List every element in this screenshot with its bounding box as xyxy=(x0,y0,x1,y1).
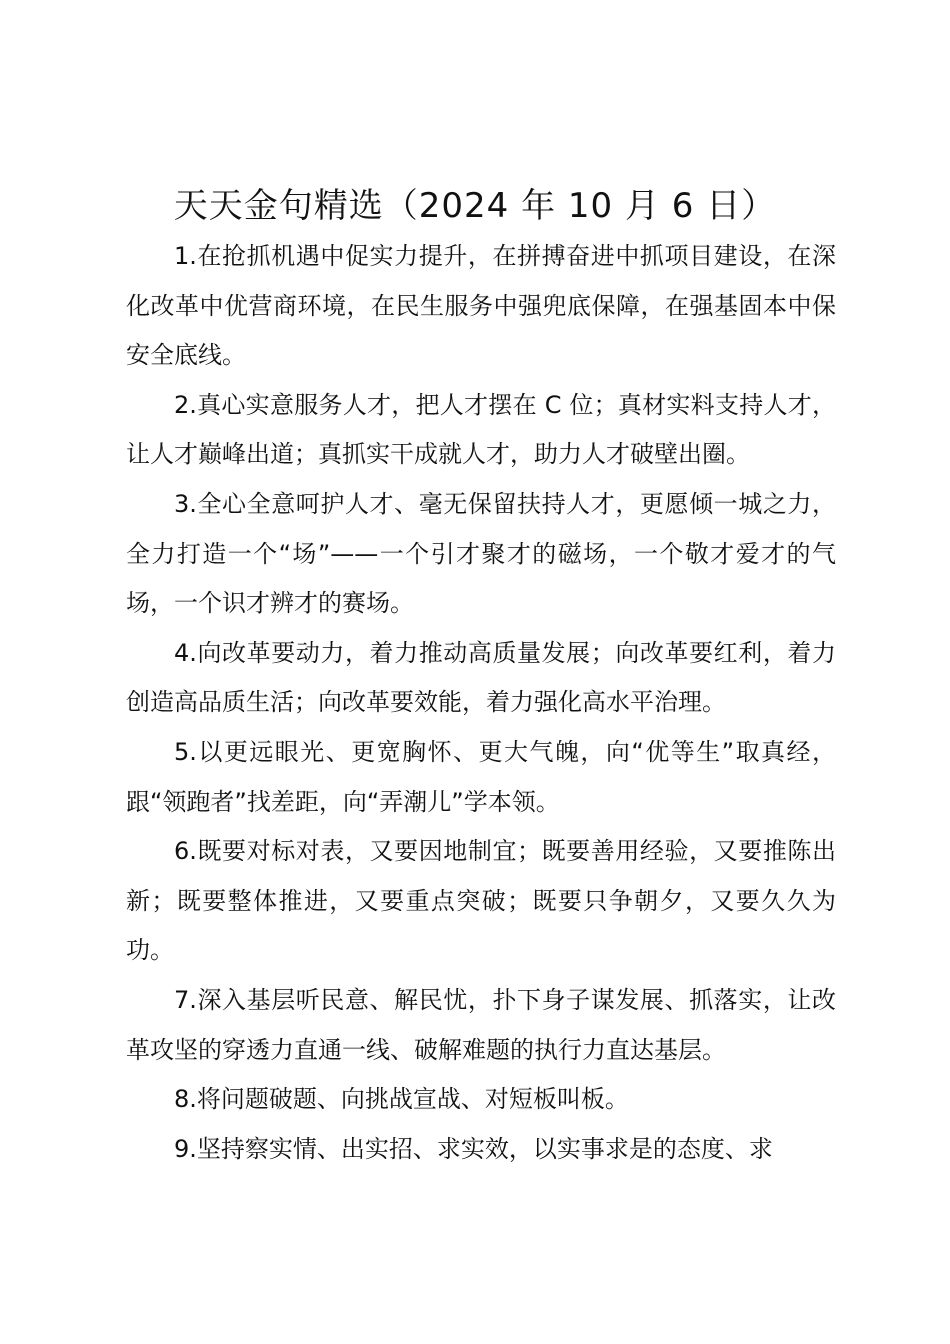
paragraph-7: 7.深入基层听民意、解民忧，扑下身子谋发展、抓落实，让改革攻坚的穿透力直通一线、破解难题的执行力直达基层。 xyxy=(126,985,836,1064)
document-body xyxy=(126,232,836,1174)
paragraph-4: 4.向改革要动力，着力推动高质量发展；向改革要红利，着力创造高品质生活；向改革要效能，着力强化高水平治理。 xyxy=(126,638,836,717)
paragraph-9: 9.坚持察实情、出实招、求实效，以实事求是的态度、求 xyxy=(174,1134,773,1163)
paragraph-1: 1.在抢抓机遇中促实力提升，在拼搏奋进中抓项目建设，在深化改革中优营商环境，在民生服务中强兜底保障，在强基固本中保安全底线。 xyxy=(126,242,836,370)
paragraph-3: 3.全心全意呵护人才、毫无保留扶持人才，更愿倾一城之力，全力打造一个“场”——一个引才聚才的磁场，一个敬才爱才的气场，一个识才辨才的赛场。 xyxy=(126,489,836,618)
paragraph-5: 5.以更远眼光、更宽胸怀、更大气魄，向“优等生”取真经，跟“领跑者”找差距，向“弄潮儿”学本领。 xyxy=(126,737,836,816)
document-title: 天天金句精选（2024 年 10 月 6 日） xyxy=(173,186,777,226)
paragraph-8: 8.将问题破题、向挑战宣战、对短板叫板。 xyxy=(174,1085,629,1114)
paragraph-6: 6.既要对标对表，又要因地制宜；既要善用经验，又要推陈出新；既要整体推进，又要重点突破；既要只争朝夕，又要久久为功。 xyxy=(126,837,836,965)
paragraph-2: 2.真心实意服务人才，把人才摆在 C 位；真材实料支持人才，让人才巅峰出道；真抓实干成就人才，助力人才破壁出圈。 xyxy=(126,390,836,469)
